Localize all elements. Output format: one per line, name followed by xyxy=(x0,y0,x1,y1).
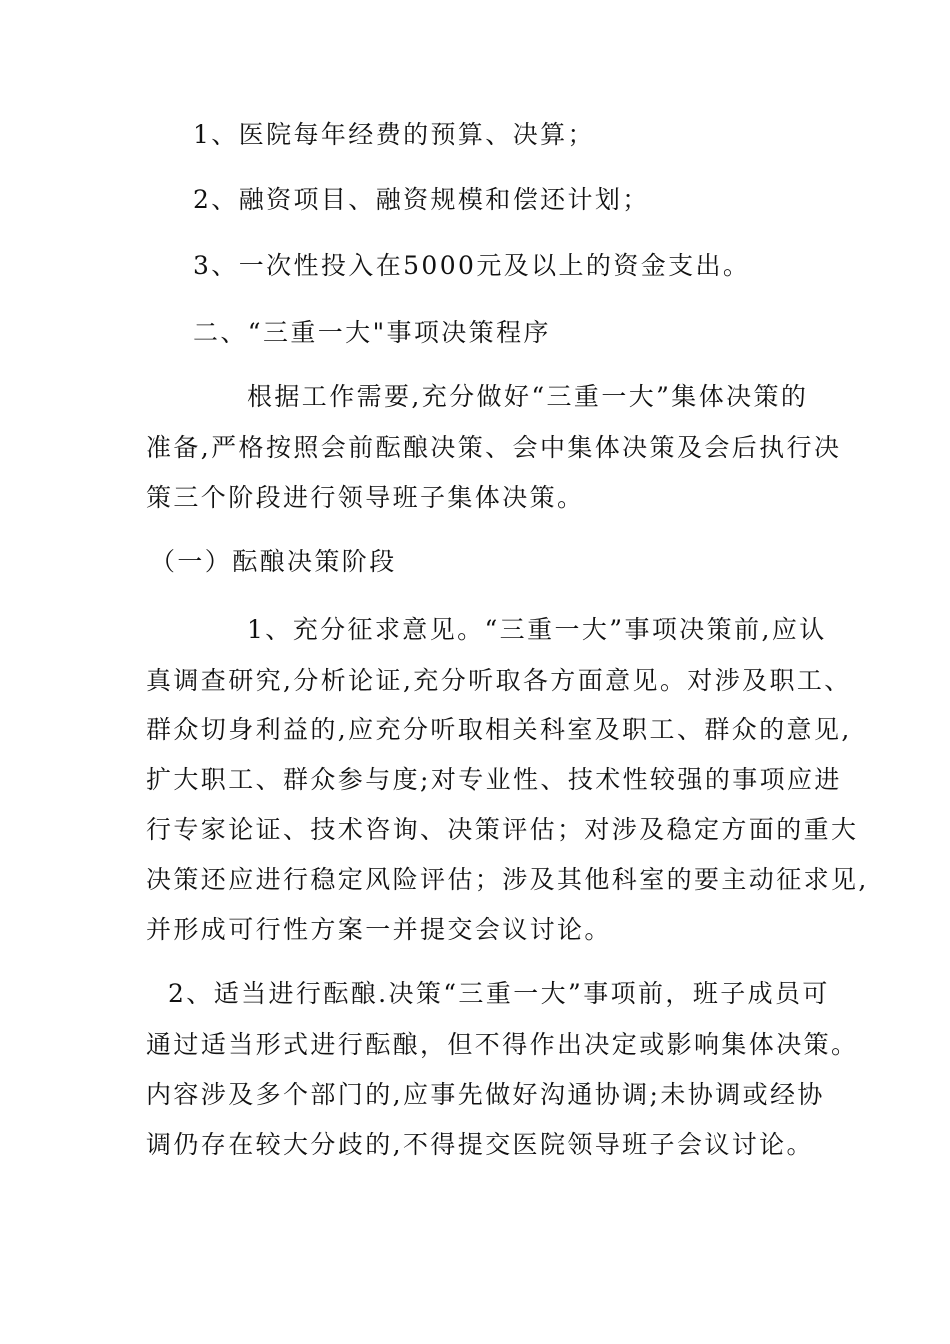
section-heading: 二、“三重一大"事项决策程序 xyxy=(193,318,551,347)
point2-paragraph-line: 2、适当进行酝酿.决策“三重一大”事项前，班子成员可 xyxy=(168,979,830,1008)
point2-paragraph-line: 内容涉及多个部门的,应事先做好沟通协调;未协调或经协 xyxy=(146,1080,825,1109)
point1-paragraph-line: 1、充分征求意见。“三重一大”事项决策前,应认 xyxy=(247,615,827,644)
list-item-financing: 2、融资项目、融资规模和偿还计划； xyxy=(193,185,650,214)
point2-paragraph-line: 通过适当形式进行酝酿，但不得作出决定或影响集体决策。 xyxy=(146,1030,859,1059)
point1-paragraph-line: 并形成可行性方案一并提交会议讨论。 xyxy=(146,915,612,944)
point1-paragraph-line: 扩大职工、群众参与度;对专业性、技术性较强的事项应进 xyxy=(146,765,842,794)
point1-paragraph-line: 真调查研究,分析论证,充分听取各方面意见。对涉及职工、 xyxy=(146,666,852,695)
intro-paragraph-line: 策三个阶段进行领导班子集体决策。 xyxy=(146,483,585,512)
subsection-heading: （一）酝酿决策阶段 xyxy=(150,547,397,576)
point2-paragraph-line: 调仍存在较大分歧的,不得提交医院领导班子会议讨论。 xyxy=(146,1130,814,1159)
list-item-budget: 1、医院每年经费的预算、决算； xyxy=(193,120,595,149)
point1-paragraph-line: 群众切身利益的,应充分听取相关科室及职工、群众的意见, xyxy=(146,715,852,744)
intro-paragraph-line: 准备,严格按照会前酝酿决策、会中集体决策及会后执行决 xyxy=(146,433,842,462)
point1-paragraph-line: 行专家论证、技术咨询、决策评估；对涉及稳定方面的重大 xyxy=(146,815,859,844)
list-item-expenditure: 3、一次性投入在5000元及以上的资金支出。 xyxy=(193,251,751,280)
point1-paragraph-line: 决策还应进行稳定风险评估；涉及其他科室的要主动征求见, xyxy=(146,865,869,894)
intro-paragraph-line: 根据工作需要,充分做好“三重一大”集体决策的 xyxy=(247,382,809,411)
